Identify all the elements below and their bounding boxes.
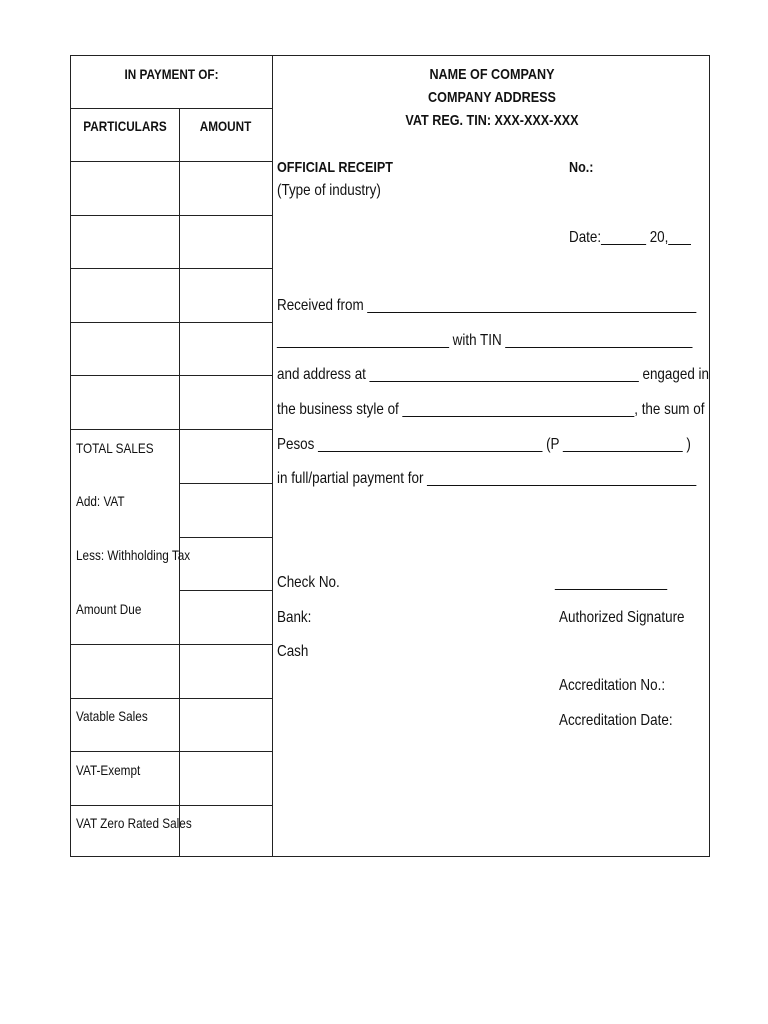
row-divider: [71, 805, 272, 806]
amount-column-header: AMOUNT: [199, 118, 252, 134]
cash-label: Cash: [277, 643, 309, 660]
signature-line: _______________: [555, 574, 668, 591]
row-divider: [71, 268, 272, 269]
type-of-industry: (Type of industry): [277, 182, 381, 199]
date-field: Date:______ 20,___: [569, 229, 691, 246]
add-vat-label: Add: VAT: [76, 493, 125, 509]
row-divider: [71, 215, 272, 216]
official-receipt-form: [70, 55, 710, 857]
accreditation-date-label: Accreditation Date:: [559, 712, 673, 729]
row-divider: [179, 483, 272, 484]
payment-for-line: in full/partial payment for ____________________________________: [277, 470, 697, 487]
receipt-number-label: No.:: [569, 159, 594, 176]
address-line: and address at ____________________________________ engaged in: [277, 366, 709, 383]
tin-line: _______________________ with TIN _________________________: [277, 332, 693, 349]
pesos-amount-line: Pesos ______________________________ (P ________________ ): [277, 436, 691, 453]
official-receipt-title: OFFICIAL RECEIPT: [277, 159, 393, 176]
amount-due-label: Amount Due: [76, 601, 142, 617]
vat-reg-tin: VAT REG. TIN: XXX-XXX-XXX: [405, 112, 579, 129]
business-style-line: the business style of _______________________________, the sum of: [277, 401, 705, 418]
withholding-tax-label: Less: Withholding Tax: [76, 547, 191, 563]
particulars-column-header: PARTICULARS: [83, 118, 167, 134]
total-sales-label: TOTAL SALES: [76, 440, 154, 456]
left-panel-divider: [272, 56, 273, 856]
vat-zero-rated-label: VAT Zero Rated Sales: [76, 815, 192, 831]
received-from-line: Received from ____________________________________________: [277, 297, 697, 314]
company-name: NAME OF COMPANY: [429, 66, 555, 83]
row-divider: [179, 537, 272, 538]
company-address: COMPANY ADDRESS: [428, 89, 556, 106]
check-no-label: Check No.: [277, 574, 340, 591]
amount-column-divider: [179, 108, 180, 856]
authorized-signature-label: Authorized Signature: [559, 609, 685, 626]
vat-exempt-label: VAT-Exempt: [76, 762, 141, 778]
row-divider: [71, 429, 272, 430]
row-divider: [71, 644, 272, 645]
vatable-sales-label: Vatable Sales: [76, 708, 148, 724]
row-divider: [71, 751, 272, 752]
bank-label: Bank:: [277, 609, 312, 626]
row-divider: [71, 698, 272, 699]
row-divider: [71, 108, 272, 109]
accreditation-no-label: Accreditation No.:: [559, 677, 666, 694]
row-divider: [71, 322, 272, 323]
row-divider: [179, 590, 272, 591]
row-divider: [71, 375, 272, 376]
row-divider: [71, 161, 272, 162]
in-payment-of-heading: IN PAYMENT OF:: [124, 66, 219, 82]
